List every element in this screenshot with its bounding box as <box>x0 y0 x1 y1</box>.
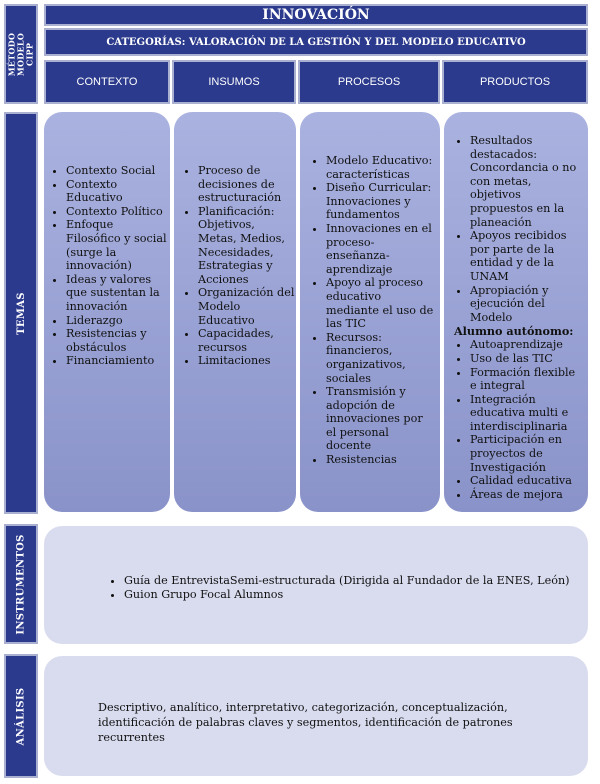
contexto-box <box>44 112 170 512</box>
list-item: • Financiamiento <box>66 354 170 368</box>
instrumentos-box <box>44 526 588 644</box>
column-header-contexto: CONTEXTO <box>44 60 170 104</box>
list-item: • Autoaprendizaje <box>470 338 584 352</box>
list-item: • Guía de EntrevistaSemi-estructurada (Dirigida al Fundador de la ENES, León) <box>124 574 588 588</box>
list-item: • Contexto Político <box>66 205 170 219</box>
list-item: • Apoyos recibidos por parte de la entidad y de la UNAM <box>470 229 584 283</box>
list-item: • Enfoque Filosófico y social (surge la innovación) <box>66 218 170 272</box>
list-item: • Uso de las TIC <box>470 352 584 366</box>
list-item: • Formación flexible e integral <box>470 366 584 393</box>
column-header-procesos: PROCESOS <box>298 60 440 104</box>
list-item: • Contexto Social <box>66 164 170 178</box>
list-item: • Innovaciones en el proceso-enseñanza-aprendizaje <box>326 222 436 276</box>
list-item: • Guion Grupo Focal Alumnos <box>124 588 588 602</box>
list-item: • Transmisión y adopción de innovaciones por el personal docente <box>326 385 436 453</box>
list-item: • Modelo Educativo: características <box>326 154 436 181</box>
list-item: • Organización del Modelo Educativo <box>198 286 296 327</box>
list-item: • Resistencias y obstáculos <box>66 327 170 354</box>
productos-sublist <box>444 338 588 501</box>
list-item: • Contexto Educativo <box>66 178 170 205</box>
list-item: • Resultados destacados: Concordancia o no con metas, objetivos propuestos en la planeación <box>470 134 584 229</box>
contexto-list <box>44 164 170 368</box>
title: INNOVACIÓN <box>262 7 370 23</box>
procesos-list <box>300 154 440 467</box>
row-label-instrumentos: INSTRUMENTOS <box>4 524 38 644</box>
row-label-analisis: ANÁLISIS <box>4 654 38 778</box>
productos-list <box>444 134 588 324</box>
list-item: • Planificación: Objetivos, Metas, Medios, Necesidades, Estrategias y Acciones <box>198 205 296 287</box>
list-item: • Diseño Curricular: Innovaciones y fundamentos <box>326 181 436 222</box>
list-item: • Apropiación y ejecución del Modelo <box>470 284 584 325</box>
column-header-insumos: INSUMOS <box>172 60 296 104</box>
method-label: MÉTODO MODELO CIPP <box>4 4 38 104</box>
productos-subheading: Alumno autónomo: <box>454 324 574 339</box>
list-item: • Recursos: financieros, organizativos, sociales <box>326 331 436 385</box>
analisis-box <box>44 656 588 776</box>
instrumentos-list <box>44 574 588 602</box>
list-item: • Resistencias <box>326 453 436 467</box>
list-item: • Limitaciones <box>198 354 296 368</box>
procesos-box <box>300 112 440 512</box>
list-item: • Integración educativa multi e interdisciplinaria <box>470 393 584 434</box>
insumos-list <box>174 164 296 368</box>
list-item: • Áreas de mejora <box>470 488 584 502</box>
list-item: • Participación en proyectos de Investigación <box>470 433 584 474</box>
productos-box <box>444 112 588 512</box>
subtitle-bar <box>44 28 588 56</box>
list-item: • Liderazgo <box>66 314 170 328</box>
list-item: • Capacidades, recursos <box>198 327 296 354</box>
subtitle: CATEGORÍAS: VALORACIÓN DE LA GESTIÓN Y DEL MODELO EDUCATIVO <box>106 36 526 48</box>
list-item: • Proceso de decisiones de estructuración <box>198 164 296 205</box>
list-item: • Calidad educativa <box>470 474 584 488</box>
list-item: • Ideas y valores que sustentan la innovación <box>66 273 170 314</box>
column-header-productos: PRODUCTOS <box>442 60 588 104</box>
analisis-text: Descriptivo, analítico, interpretativo, categorización, conceptualización, identificación de palabras claves y segmentos, identificación de patrones recurrentes <box>98 701 513 744</box>
insumos-box <box>174 112 296 512</box>
list-item: • Apoyo al proceso educativo mediante el uso de las TIC <box>326 276 436 330</box>
row-label-temas: TEMAS <box>4 112 38 514</box>
title-bar <box>44 4 588 26</box>
